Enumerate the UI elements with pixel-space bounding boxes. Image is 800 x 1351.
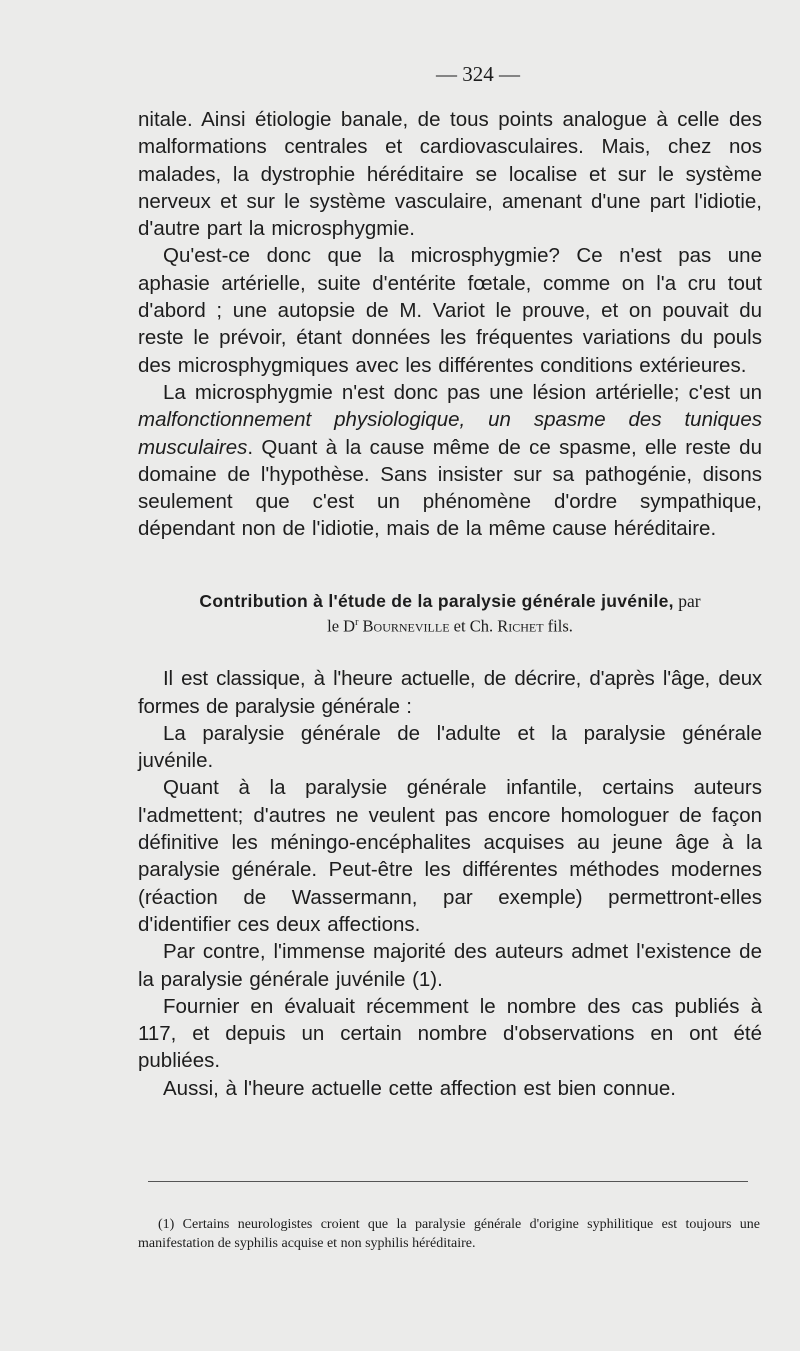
- paragraph-4: Il est classique, à l'heure actuelle, de décrire, d'après l'âge, deux formes de paralysie générale :: [138, 667, 762, 718]
- author-richet: Richet: [497, 616, 544, 636]
- section-title-bold: Contribution à l'étude de la paralysie générale juvénile,: [199, 590, 674, 611]
- page-content: [138, 62, 762, 1102]
- paragraph-3-italic: malfonctionnement physiologique, un spasme des tuniques musculaires: [138, 408, 762, 459]
- paragraph-5: La paralysie générale de l'adulte et la paralysie générale juvénile.: [138, 721, 762, 773]
- paragraph-3-start: La microsphygmie n'est donc pas une lésion artérielle; c'est un: [163, 380, 762, 404]
- body-text-bottom: [138, 665, 762, 1102]
- page-number: — 324 —: [436, 62, 520, 86]
- paragraph-3: [138, 379, 762, 543]
- footnote-rule: [148, 1181, 748, 1182]
- authors-suffix: fils.: [543, 616, 573, 636]
- authors-prefix: le D: [327, 616, 356, 636]
- section-title: [138, 590, 762, 612]
- paragraph-8: Fournier en évaluait récemment le nombre des cas publiés à 117, et depuis un certain nombre d'observations en ont été publiées.: [138, 994, 762, 1073]
- paragraph-2: Qu'est-ce donc que la microsphygmie? Ce n'est pas une aphasie artérielle, suite d'entérite fœtale, comme on l'a cru tout d'abord ; une autopsie de M. Variot le prouve, et on pouvait du reste le prévoir, étant données les fréquentes variations du pouls des microsphygmiques avec les différentes conditions extérieures.: [138, 244, 762, 377]
- paragraph-1: nitale. Ainsi étiologie banale, de tous points analogue à celle des malformations centrales et cardiovasculaires. Mais, chez nos malades, la dystrophie héréditaire se localise et sur le système nerveux et sur le système vasculaire, amenant d'une part l'idiotie, d'autre part la microsphygmie.: [138, 108, 762, 241]
- author-bourneville: Bourneville: [362, 616, 450, 636]
- paragraph-3-end: . Quant à la cause même de ce spasme, elle reste du domaine de l'hypothèse. Sans insister sur sa pathogénie, disons seulement que c'est un phénomène d'ordre sympathique, dépendant non de l'idiotie, mais de la même cause héréditaire.: [138, 435, 762, 541]
- section-title-par: par: [673, 590, 701, 611]
- paragraph-6: Quant à la paralysie générale infantile, certains auteurs l'admettent; d'autres ne veulent pas encore homologuer de façon définitive les méningo-encéphalites acquises au jeune âge à la paralysie générale. Peut-être les différentes méthodes modernes (réaction de Wassermann, par exemple) permettront-elles d'identifier ces deux affections.: [138, 776, 762, 936]
- paragraph-7: Par contre, l'immense majorité des auteurs admet l'existence de la paralysie générale juvénile (1).: [138, 940, 762, 991]
- paragraph-9: Aussi, à l'heure actuelle cette affection est bien connue.: [163, 1076, 676, 1100]
- authors-sup: r: [355, 616, 359, 628]
- footnote: (1) Certains neurologistes croient que la paralysie générale d'origine syphilitique est toujours une manifestation de syphilis acquise et non syphilis héréditaire.: [138, 1217, 760, 1251]
- section-heading: [138, 590, 762, 638]
- body-text-top: [138, 106, 762, 543]
- authors-middle: et Ch.: [449, 616, 498, 636]
- section-authors: [138, 612, 762, 638]
